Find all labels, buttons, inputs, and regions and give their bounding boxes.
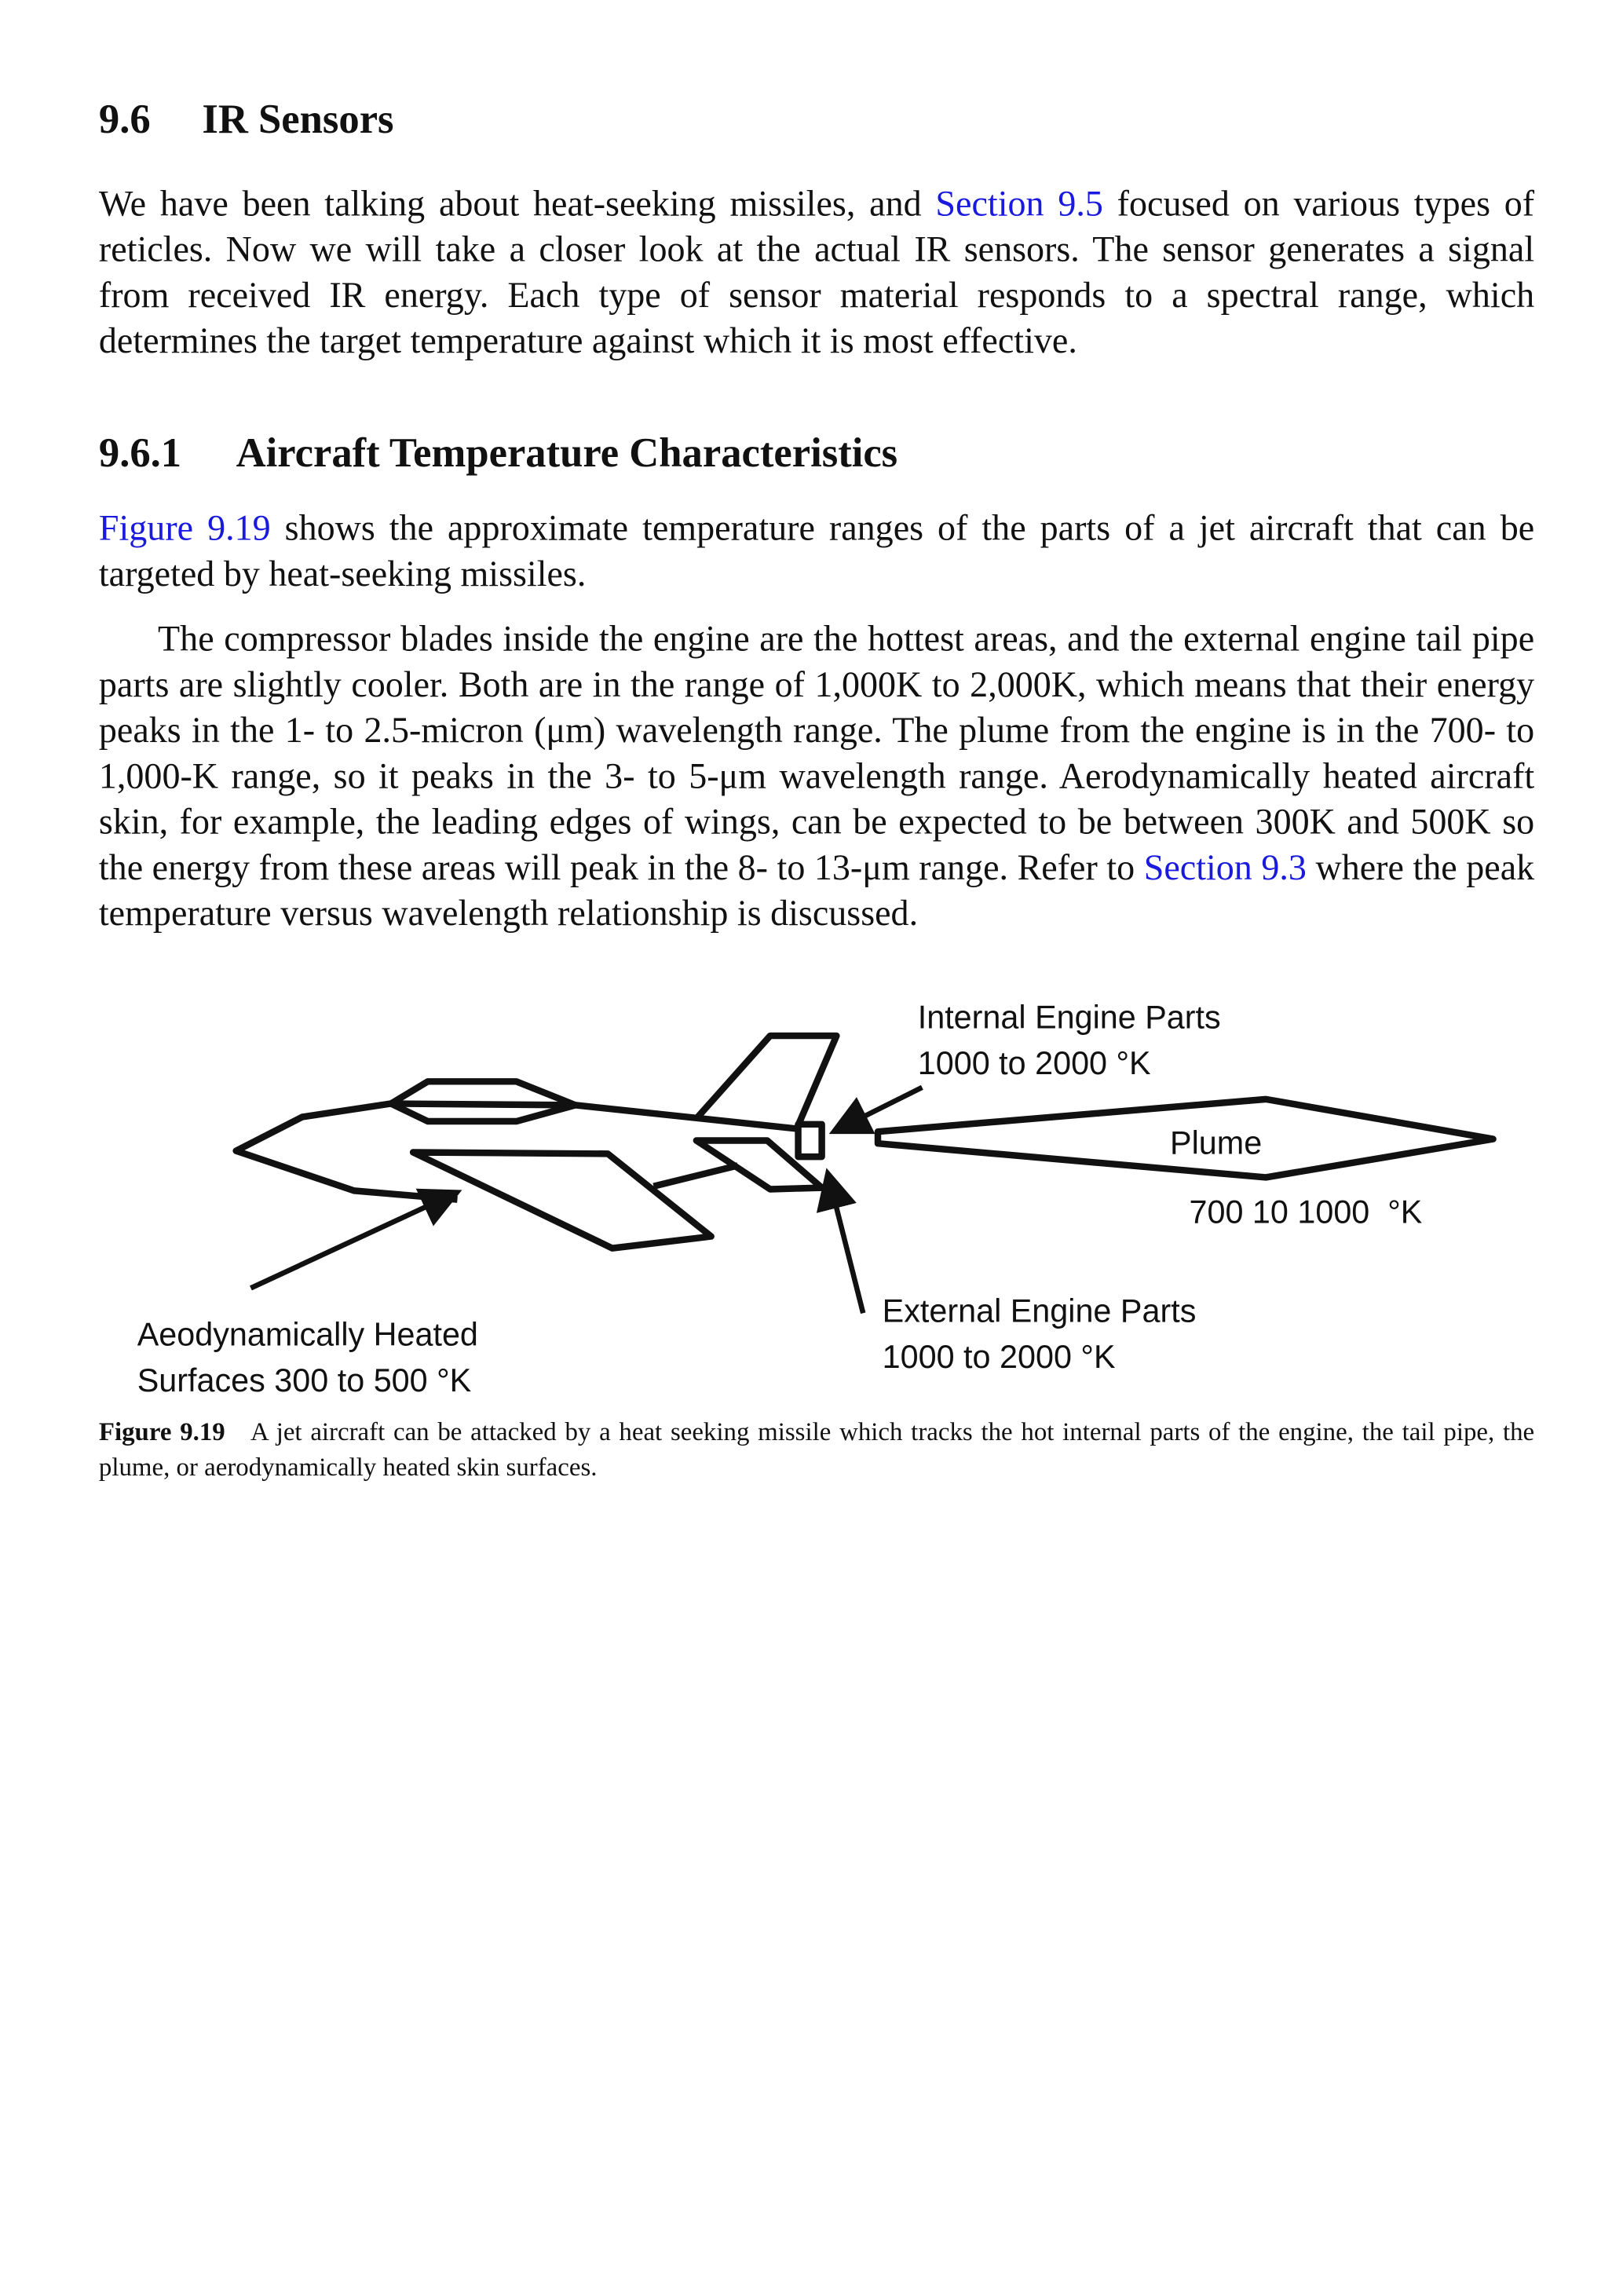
- label-plume-temp: 700 10 1000 °K: [1189, 1194, 1423, 1230]
- link-section-9-5[interactable]: Section 9.5: [935, 184, 1103, 225]
- label-external-title: External Engine Parts: [882, 1292, 1197, 1329]
- figure-aircraft-diagram: [0, 974, 1623, 1417]
- label-internal-title: Internal Engine Parts: [917, 999, 1221, 1036]
- paragraph-figure-ref: [99, 506, 1534, 597]
- arrow-internal: [834, 1088, 923, 1132]
- vertical-tail: [698, 1036, 837, 1128]
- arrow-aero: [250, 1192, 457, 1288]
- engine-nozzle: [799, 1124, 822, 1157]
- arrow-external: [828, 1173, 863, 1314]
- label-external-temp: 1000 to 2000 °K: [882, 1338, 1116, 1375]
- link-figure-9-19[interactable]: Figure 9.19: [98, 509, 271, 549]
- text: focused on various types of reticles. Now we will take a closer look at the actual IR sensors. The sensor generates a signal from received IR energy. Each type of sensor material responds to a spectral range, which determines the target temperature against which it is most effective.: [98, 184, 1535, 362]
- label-plume: Plume: [1170, 1124, 1263, 1161]
- link-section-9-3[interactable]: Section 9.3: [1143, 848, 1307, 889]
- section-heading: [99, 97, 394, 144]
- section-number: 9.6: [98, 97, 151, 144]
- wing: [413, 1152, 711, 1248]
- caption-label: Figure 9.19: [98, 1416, 225, 1446]
- figure-caption: [99, 1413, 1534, 1484]
- section-title: IR Sensors: [202, 97, 394, 144]
- caption-text: A jet aircraft can be attacked by a heat seeking missile which tracks the hot internal parts of the engine, the tail pipe, the plume, or aerodynamically heated skin surfaces.: [98, 1416, 1535, 1482]
- text: We have been talking about heat-seeking missiles, and: [98, 184, 936, 225]
- text: where the peak temperature versus wavelength relationship is discussed.: [98, 848, 1535, 934]
- label-aero-temp: Surfaces 300 to 500 °K: [137, 1362, 472, 1398]
- label-aero-title: Aeodynamically Heated: [137, 1316, 478, 1353]
- horizontal-tail: [696, 1140, 822, 1189]
- label-internal-temp: 1000 to 2000 °K: [917, 1044, 1151, 1081]
- subsection-number: 9.6.1: [98, 430, 182, 477]
- paragraph-intro: [99, 181, 1534, 364]
- text: shows the approximate temperature ranges of the parts of a jet aircraft that can be targeted by heat-seeking missiles.: [98, 509, 1535, 595]
- subsection-heading: [99, 431, 897, 478]
- paragraph-temperatures: [99, 616, 1534, 937]
- fuselage-lower: [653, 1165, 737, 1186]
- subsection-title: Aircraft Temperature Characteristics: [236, 430, 898, 477]
- text: The compressor blades inside the engine are the hottest areas, and the external engine tail pipe parts are slightly cooler. Both are in the range of 1,000K to 2,000K, which means that their energy peaks in the 1- to 2.5-micron (μm) wavelength range. The plume from the engine is in the 700- to 1,000-K range, so it peaks in the 3- to 5-μm wavelength range. Aerodynamically heated aircraft skin, for example, the leading edges of wings, can be expected to be between 300K and 500K so the energy from these areas will peak in the 8- to 13-μm range. Refer to: [98, 620, 1535, 889]
